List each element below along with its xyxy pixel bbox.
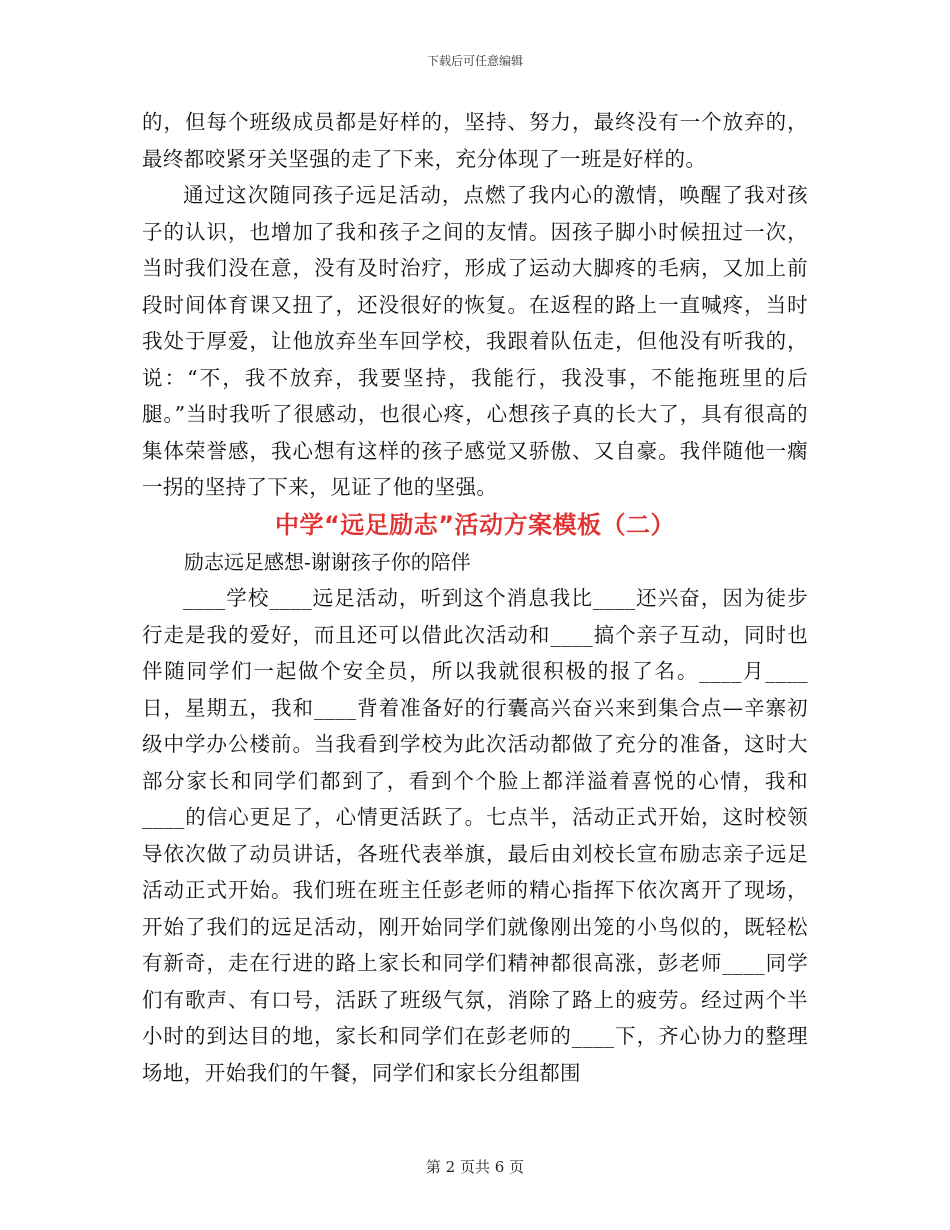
- page-header: 下载后可任意编辑: [426, 54, 523, 68]
- section-title: 中学“远足励志”活动方案模板（二）: [274, 510, 676, 539]
- document-body: [142, 104, 808, 1091]
- paragraph-reflection: 通过这次随同孩子远足活动，点燃了我内心的激情，唤醒了我对孩子的认识，也增加了我和孩子之间的友情。因孩子脚小时候扭过一次，当时我们没在意，没有及时治疗，形成了运动大脚疼的毛病，又加上前段时间体育课又扭了，还没很好的恢复。在返程的路上一直喊疼，当时我处于厚爱，让他放弃坐车回学校，我跟着队伍走，但他没有听我的，说：“不，我不放弃，我要坚持，我能行，我没事，不能拖班里的后腿。”当时我听了很感动，也很心疼，心想孩子真的长大了，具有很高的集体荣誉感，我心想有这样的孩子感觉又骄傲、又自豪。我伴随他一瘸一拐的坚持了下来，见证了他的坚强。: [142, 183, 808, 499]
- paragraph-continuation: 的，但每个班级成员都是好样的，坚持、努力，最终没有一个放弃的，最终都咬紧牙关坚强的走了下来，充分体现了一班是好样的。: [142, 110, 808, 171]
- paragraph-activity: ____学校____远足活动，听到这个消息我比____还兴奋，因为徒步行走是我的爱好，而且还可以借此次活动和____搞个亲子互动，同时也伴随同学们一起做个安全员，所以我就很积极的报了名。____月____日，星期五，我和____背着准备好的行囊高兴奋兴来到集合点—辛寨初级中学办公楼前。当我看到学校为此次活动都做了充分的准备，这时大部分家长和同学们都到了，看到个个脸上都洋溢着喜悦的心情，我和____的信心更足了，心情更活跃了。七点半，活动正式开始，这时校领导依次做了动员讲话，各班代表举旗，最后由刘校长宣布励志亲子远足活动正式开始。我们班在班主任彭老师的精心指挥下依次离开了现场，开始了我们的远足活动，刚开始同学们就像刚出笼的小鸟似的，既轻松有新奇，走在行进的路上家长和同学们精神都很高涨，彭老师____同学们有歌声、有口号，活跃了班级气氛，消除了路上的疲劳。经过两个半小时的到达目的地，家长和同学们在彭老师的____下，齐心协力的整理场地，开始我们的午餐，同学们和家长分组都围: [142, 586, 808, 1085]
- section-subtitle: 励志远足感想-谢谢孩子你的陪伴: [184, 549, 471, 574]
- page-footer: 第 2 页共 6 页: [425, 1158, 525, 1176]
